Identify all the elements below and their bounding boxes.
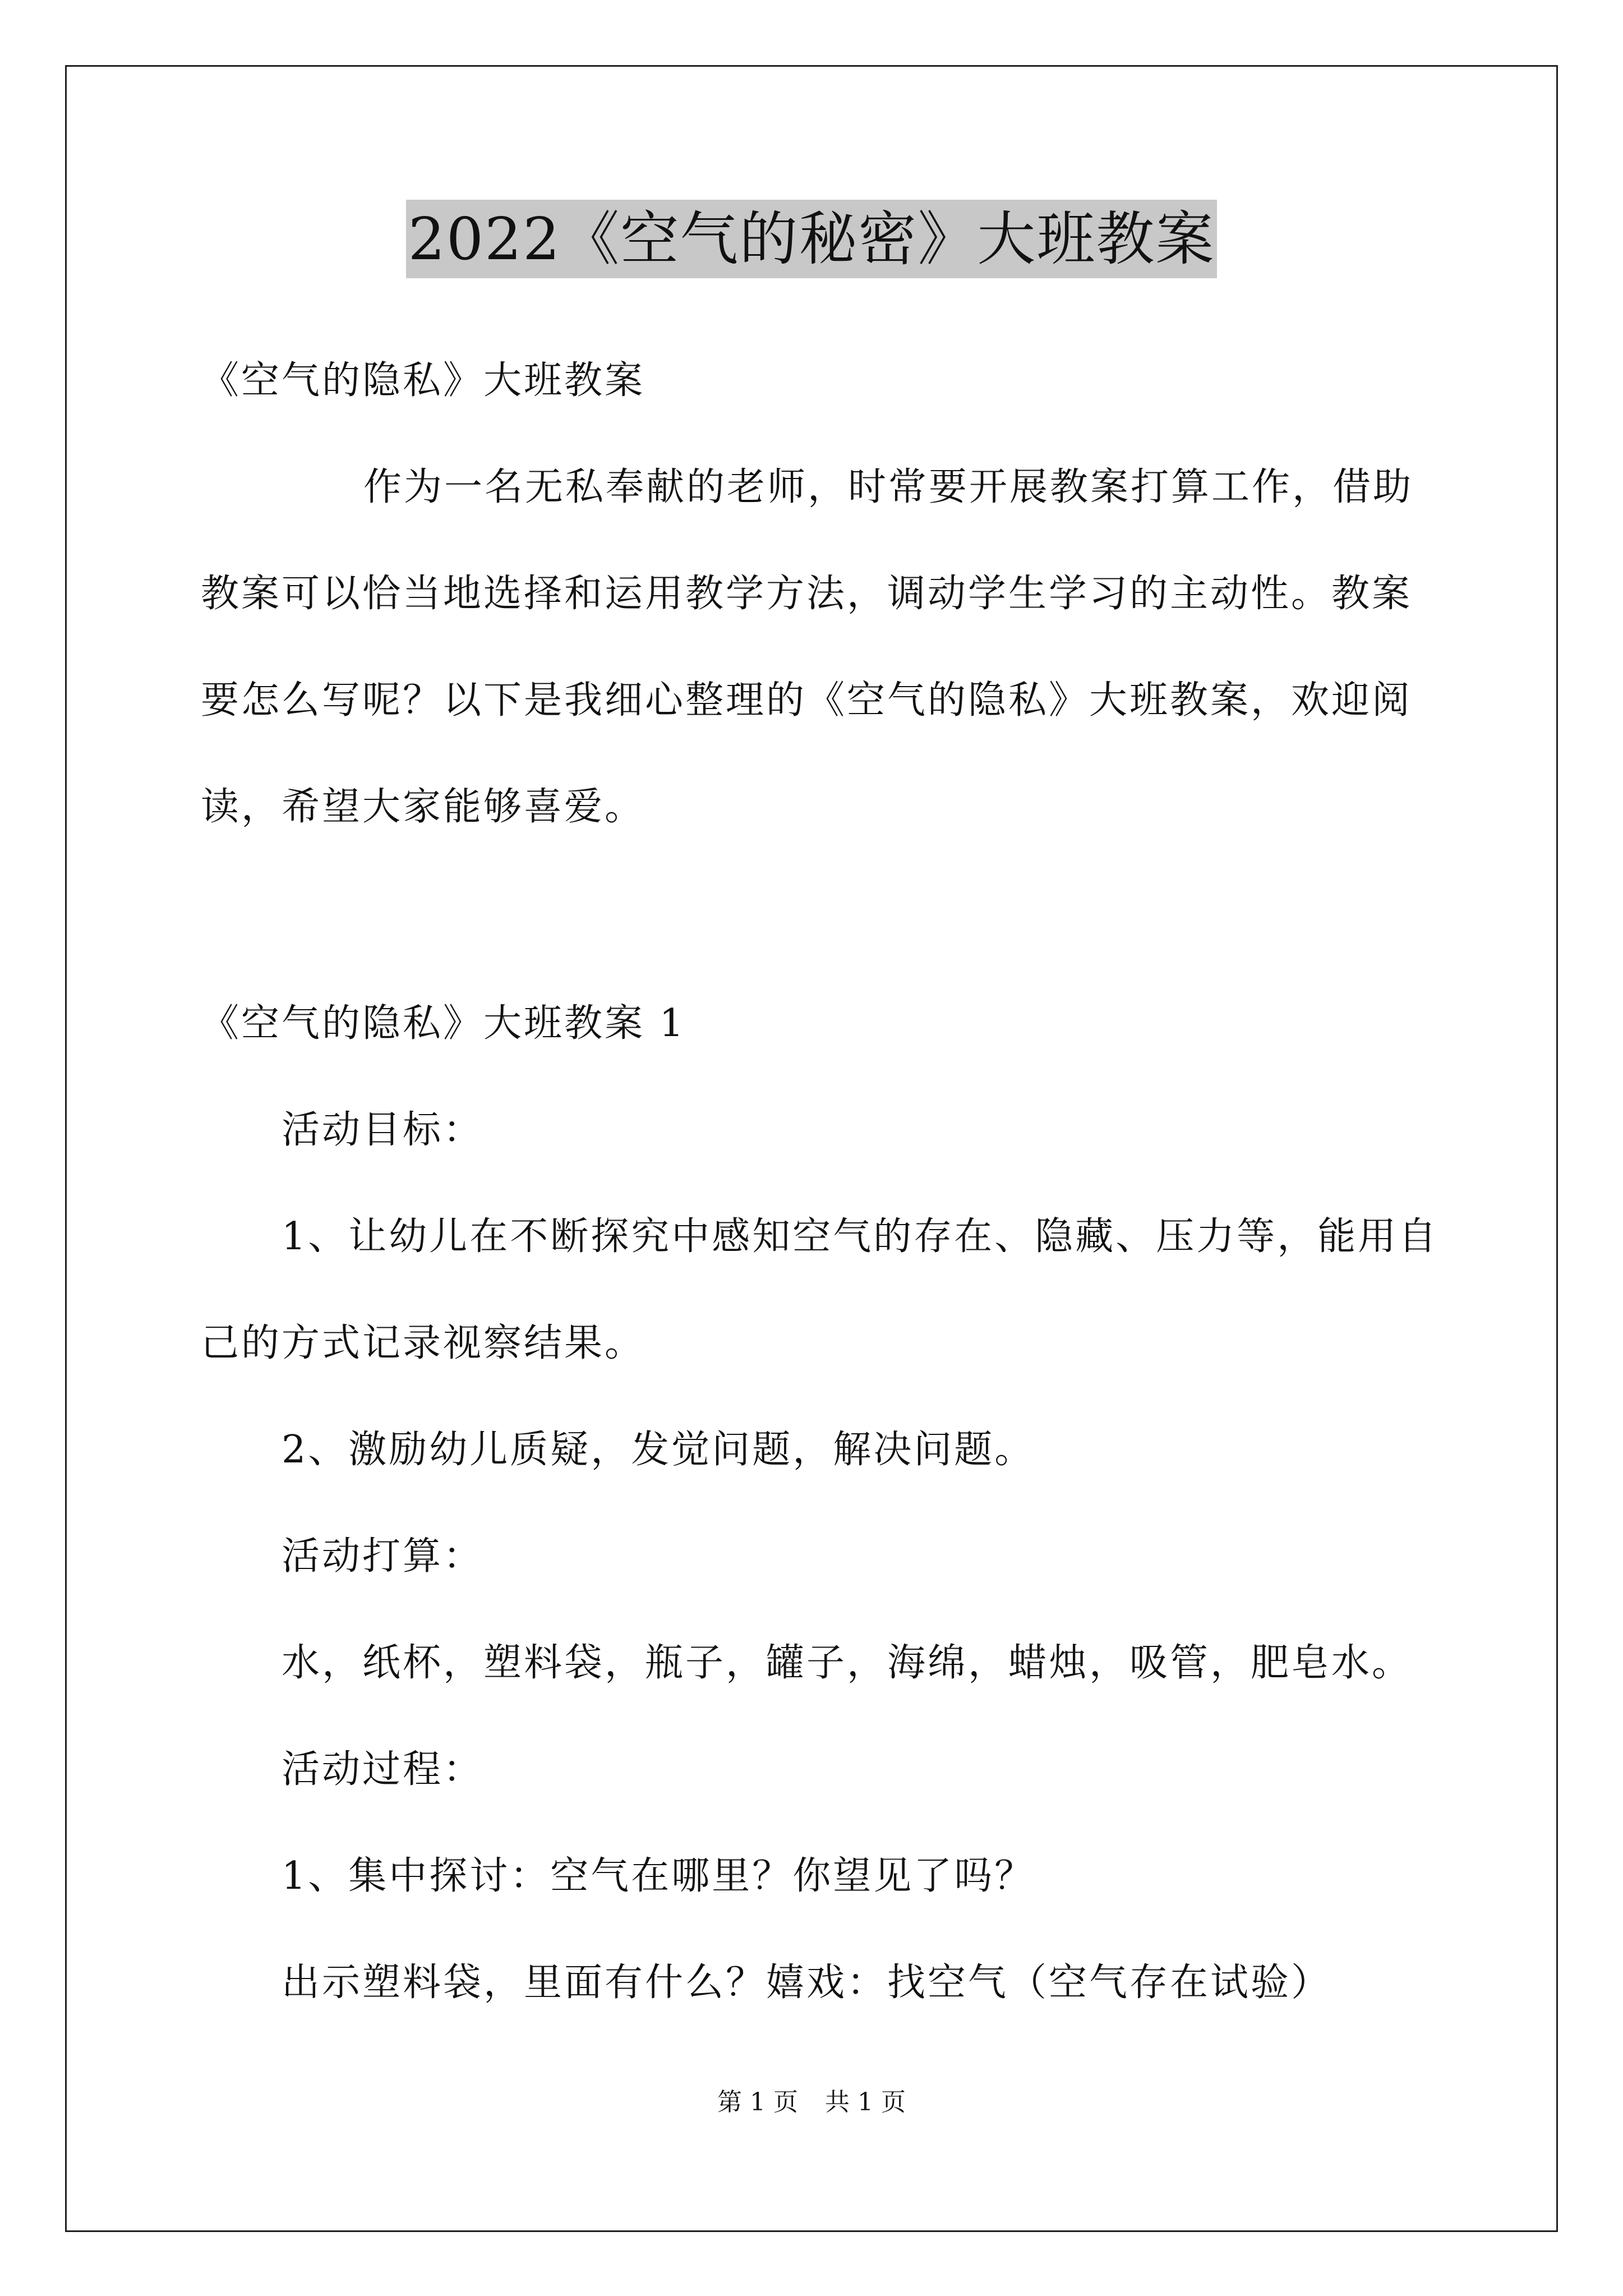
page-footer — [0, 2086, 1623, 2119]
body-line: 出示塑料袋，里面有什么？嬉戏：找空气（空气存在试验） — [282, 1961, 1332, 2005]
page-number: 第 1 页 — [717, 2088, 798, 2116]
body-line: 作为一名无私奉献的老师，时常要开展教案打算工作，借助 — [363, 465, 1414, 509]
body-line: 1、让幼儿在不断探究中感知空气的存在、隐藏、压力等，能用自 — [282, 1214, 1439, 1259]
body-line: 水，纸杯，塑料袋，瓶子，罐子，海绵，蜡烛，吸管，肥皂水。 — [282, 1641, 1413, 1685]
body-line: 活动过程： — [282, 1747, 484, 1792]
subtitle-line: 《空气的隐私》大班教案 — [201, 358, 645, 403]
title-container — [0, 200, 1623, 278]
body-line: 教案可以恰当地选择和运用教学方法，调动学生学习的主动性。教案 — [201, 572, 1413, 616]
body-line: 活动目标： — [282, 1108, 484, 1152]
body-line: 读，希望大家能够喜爱。 — [201, 785, 645, 829]
body-line: 1、集中探讨：空气在哪里？你望见了吗？ — [282, 1854, 1035, 1898]
body-line: 要怎么写呢？以下是我细心整理的《空气的隐私》大班教案，欢迎阅 — [201, 678, 1413, 723]
section-heading: 《空气的隐私》大班教案 1 — [201, 1001, 686, 1046]
body-line: 活动打算： — [282, 1534, 484, 1579]
page-total: 共 1 页 — [825, 2088, 906, 2116]
document-title: 2022《空气的秘密》大班教案 — [406, 200, 1218, 278]
body-line: 己的方式记录视察结果。 — [201, 1321, 645, 1365]
body-line: 2、激励幼儿质疑，发觉问题，解决问题。 — [282, 1428, 1035, 1472]
